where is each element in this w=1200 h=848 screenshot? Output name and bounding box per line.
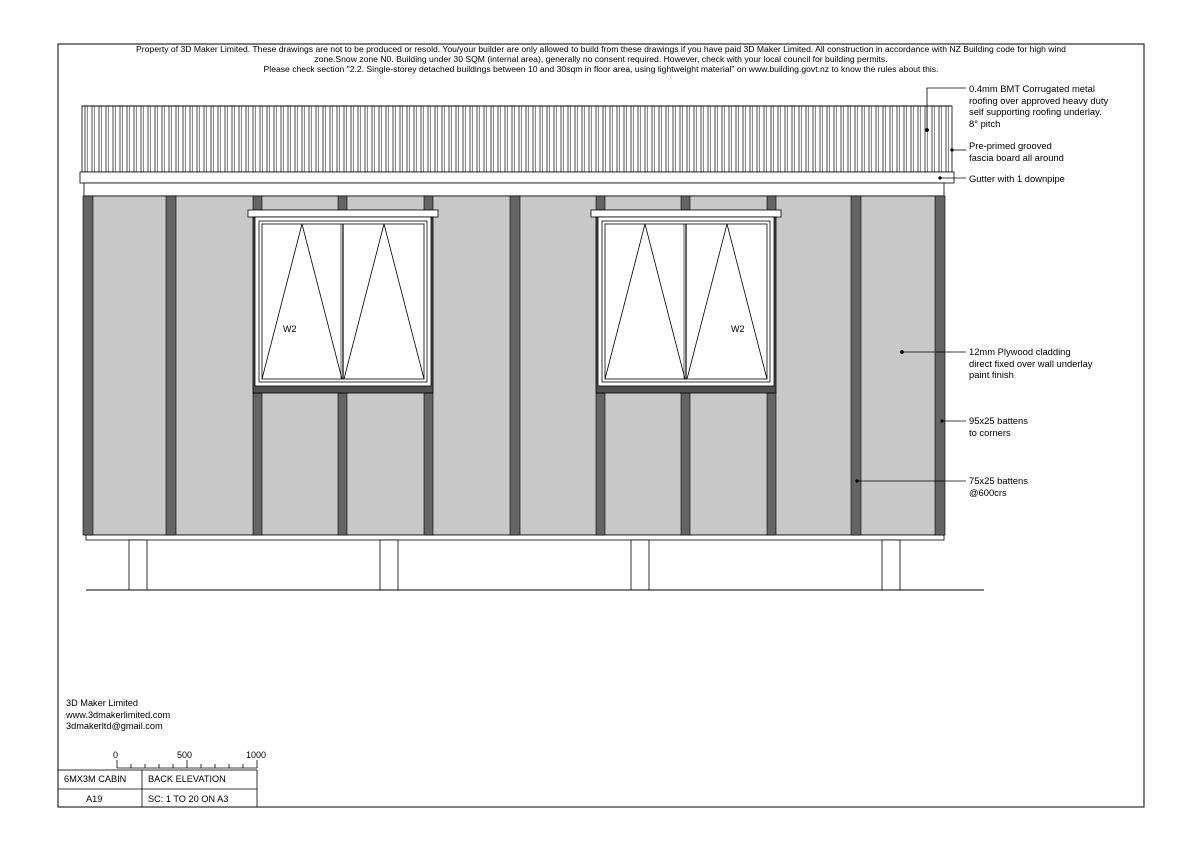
batten bbox=[767, 393, 776, 535]
copyright-note-line-3: Please check section "2.2. Single-storey detached buildings between 10 and 30sqm in floor area, using lightweight material" on www.building.govt.nz to know the rules about this. bbox=[263, 64, 939, 74]
pile bbox=[882, 540, 900, 590]
view-name: BACK ELEVATION bbox=[148, 774, 226, 784]
window-w2-left bbox=[248, 210, 438, 393]
batten bbox=[851, 196, 861, 535]
company-email: 3dmakerltd@gmail.com bbox=[66, 721, 163, 731]
batten bbox=[83, 196, 93, 535]
batten bbox=[424, 196, 433, 210]
battens-annotation: 75x25 battens @600crs bbox=[969, 475, 1028, 498]
piles bbox=[86, 540, 984, 590]
batten bbox=[510, 196, 520, 535]
corrugated-roofing bbox=[82, 106, 952, 172]
batten bbox=[681, 393, 690, 535]
batten bbox=[767, 196, 776, 210]
window-w2-right bbox=[591, 210, 781, 393]
batten bbox=[338, 196, 347, 210]
company-name: 3D Maker Limited bbox=[66, 698, 138, 708]
scale-label-1000: 1000 bbox=[246, 750, 267, 760]
company-info bbox=[66, 698, 170, 733]
window-tag: W2 bbox=[731, 324, 745, 334]
pile bbox=[380, 540, 398, 590]
roofing-annotation: 0.4mm BMT Corrugated metal roofing over approved heavy duty self supporting roofing underlay. 8° pitch bbox=[969, 83, 1109, 129]
roof bbox=[80, 106, 954, 196]
corner-battens-annotation: 95x25 battens to corners bbox=[969, 415, 1028, 438]
batten bbox=[681, 196, 690, 210]
drawing-scale: SC: 1 TO 20 ON A3 bbox=[148, 794, 229, 804]
gutter-annotation: Gutter with 1 downpipe bbox=[969, 173, 1065, 184]
project-name: 6MX3M CABIN bbox=[64, 774, 127, 784]
fascia-board bbox=[80, 172, 954, 183]
sheet-number: A19 bbox=[86, 794, 103, 804]
pile bbox=[129, 540, 147, 590]
batten bbox=[596, 196, 605, 210]
batten bbox=[935, 196, 945, 535]
copyright-note-line-2: zone.Snow zone N0. Building under 30 SQM (internal area), generally no consent required. However, check with your local council for building permits. bbox=[314, 54, 888, 64]
copyright-note-line-1: Property of 3D Maker Limited. These drawings are not to be produced or resold. You/your builder are only allowed to build from these drawings if you have paid 3D Maker Limited. All construction in accordance with NZ Building code for high wind bbox=[136, 44, 1066, 54]
cladding-annotation: 12mm Plywood cladding direct fixed over wall underlay paint finish bbox=[969, 346, 1093, 380]
batten bbox=[166, 196, 176, 535]
fascia-annotation: Pre-primed grooved fascia board all around bbox=[969, 140, 1064, 163]
scale-label-0: 0 bbox=[113, 750, 119, 760]
batten bbox=[253, 393, 262, 535]
scale-label-500: 500 bbox=[177, 750, 193, 760]
batten bbox=[424, 393, 433, 535]
company-website: www.3dmakerlimited.com bbox=[66, 709, 171, 720]
scale-bar bbox=[117, 760, 257, 768]
batten bbox=[253, 196, 262, 210]
bottom-plate bbox=[86, 535, 944, 540]
batten bbox=[338, 393, 347, 535]
batten bbox=[596, 393, 605, 535]
gutter bbox=[84, 183, 944, 196]
pile bbox=[631, 540, 649, 590]
window-tag: W2 bbox=[283, 324, 297, 334]
roofing-leader-dot bbox=[926, 129, 929, 132]
